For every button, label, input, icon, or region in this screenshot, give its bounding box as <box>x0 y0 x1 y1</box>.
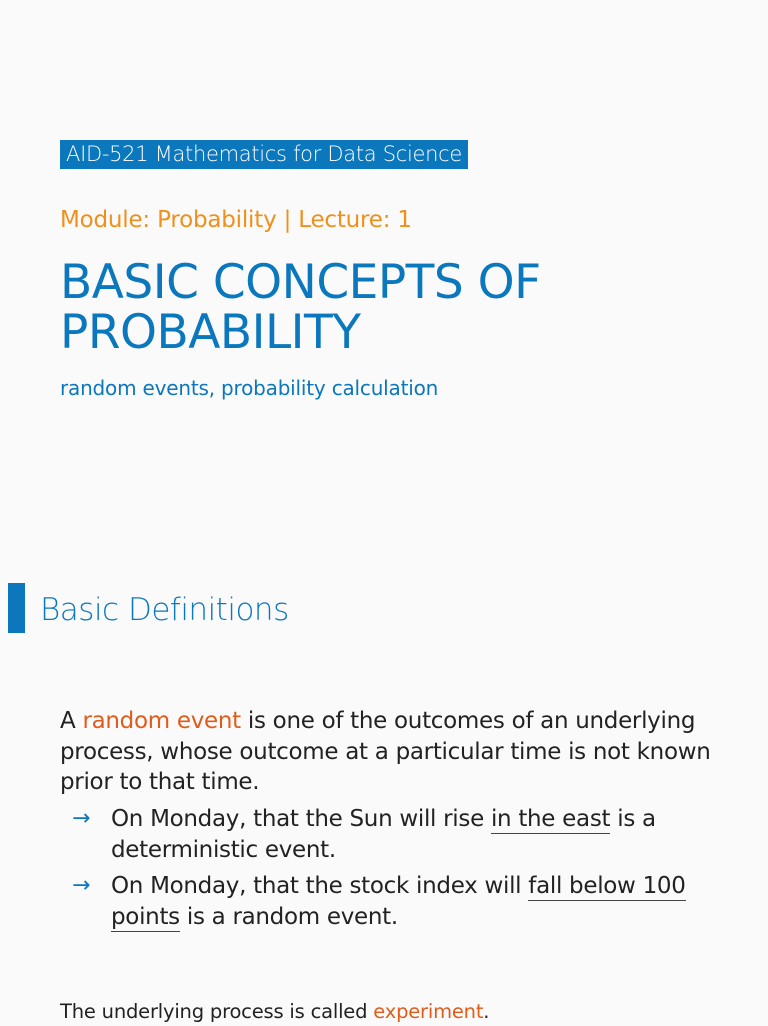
footer-term: experiment <box>373 1000 484 1023</box>
list-item-text: is a random event. <box>179 903 398 930</box>
section-heading: Basic Definitions <box>40 592 289 628</box>
definition-term: random event <box>82 708 241 734</box>
example-list <box>60 804 740 938</box>
underlined-phrase: in the east <box>490 806 611 832</box>
footer-suffix: . <box>483 1000 490 1023</box>
list-item-text: is a deterministic event. <box>111 806 656 863</box>
list-item-text: On Monday, that the Sun will rise <box>111 806 491 832</box>
section-accent-bar <box>8 583 25 633</box>
page-title-line-2: PROBABILITY <box>60 305 361 360</box>
page-subtitle: random events, probability calculation <box>60 376 439 400</box>
list-item-text: On Monday, that the stock index will <box>111 873 529 899</box>
course-tag: AID-521 Mathematics for Data Science <box>60 140 468 169</box>
arrow-right-icon: → <box>72 873 91 898</box>
list-item <box>60 871 740 932</box>
list-item <box>60 804 740 865</box>
module-lecture-line: Module: Probability | Lecture: 1 <box>60 207 412 233</box>
footer-prefix: The underlying process is called <box>60 1000 374 1023</box>
page-title-line-1: BASIC CONCEPTS OF <box>60 255 541 310</box>
definition-text: is one of the outcomes of an underlying process, whose outcome at a particular time is not known prior to that time. <box>60 708 711 795</box>
arrow-right-icon: → <box>72 806 91 831</box>
underlined-phrase: fall below 100 points <box>111 873 686 930</box>
footer-sentence <box>60 998 489 1026</box>
definition-prefix: A <box>60 708 83 734</box>
page-title <box>60 255 740 360</box>
definition-paragraph <box>60 706 720 798</box>
